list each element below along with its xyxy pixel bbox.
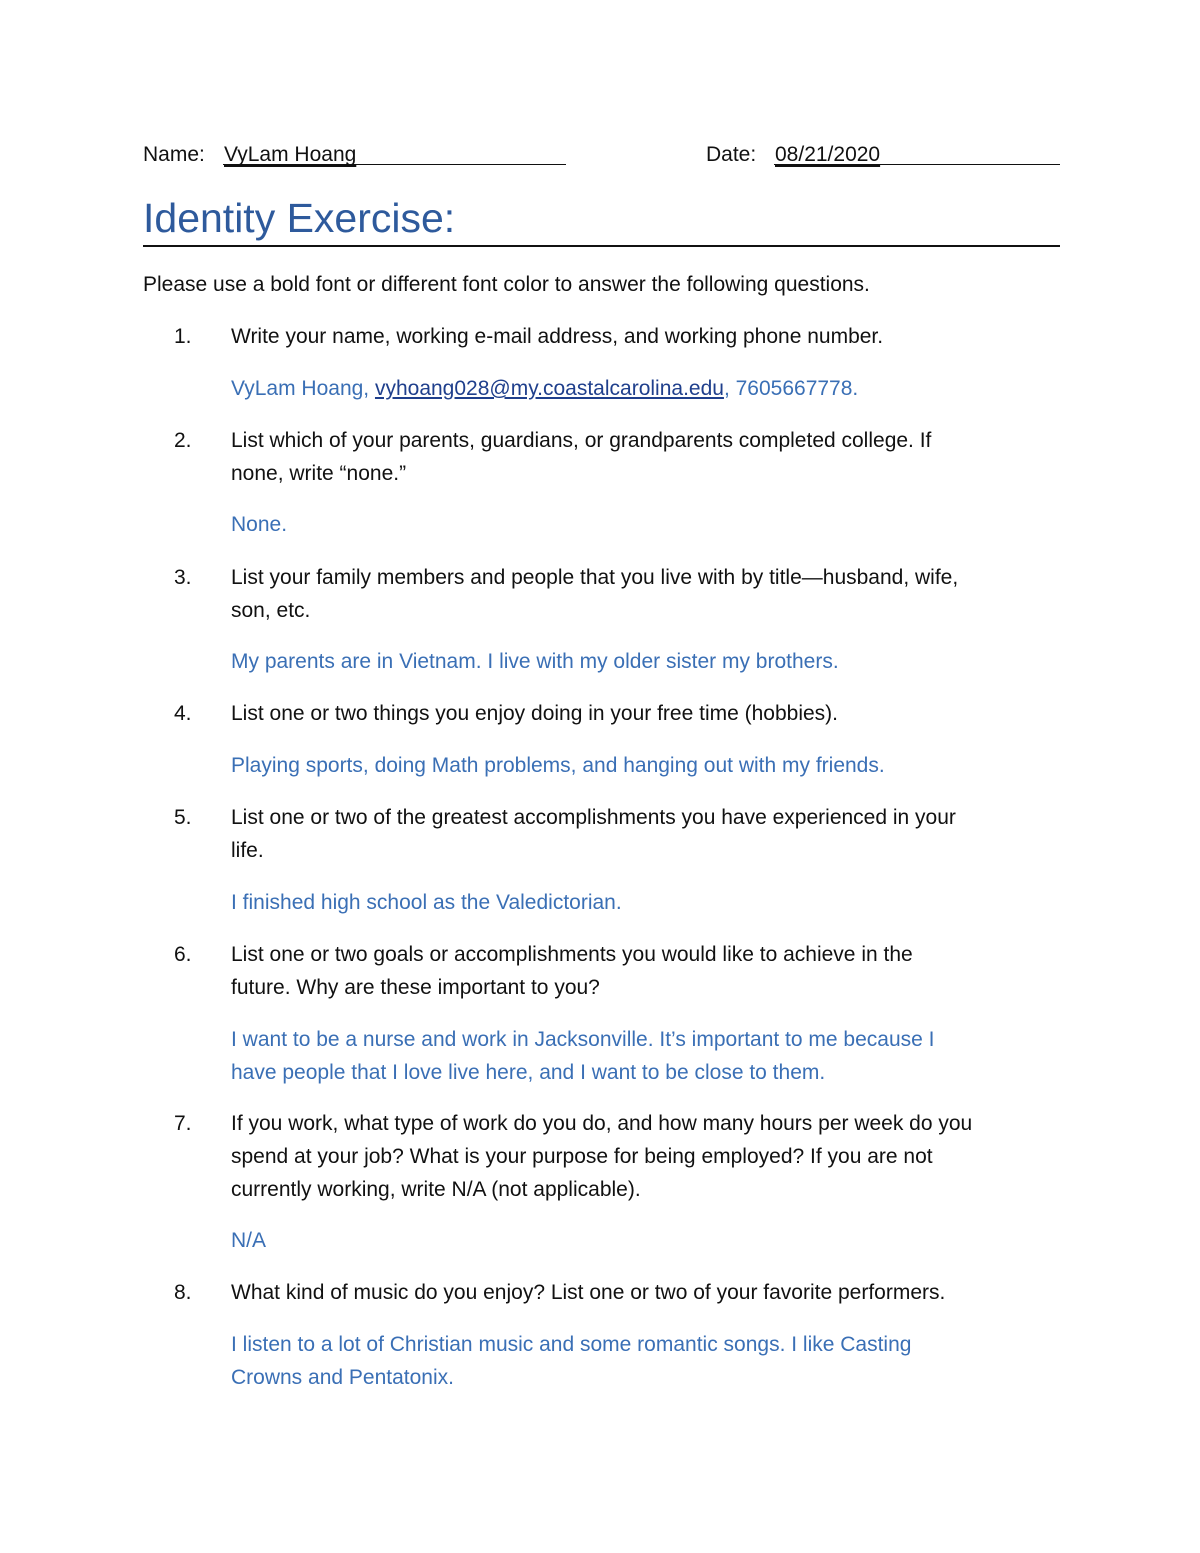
question-text bbox=[231, 1107, 1061, 1206]
name-value: VyLam Hoang bbox=[224, 143, 357, 166]
answer-text bbox=[231, 1328, 1061, 1394]
answer-text bbox=[231, 749, 1061, 782]
question-text bbox=[231, 320, 1061, 353]
question-line: future. Why are these important to you? bbox=[231, 976, 600, 999]
answer-text bbox=[231, 645, 1061, 678]
answer-line: I want to be a nurse and work in Jacksonville. It’s important to me because I bbox=[231, 1028, 935, 1051]
answer-line: I listen to a lot of Christian music and some romantic songs. I like Casting bbox=[231, 1333, 912, 1356]
answer-text bbox=[231, 1224, 1061, 1257]
page-title: Identity Exercise: bbox=[143, 191, 1060, 247]
answer-line: I finished high school as the Valedictorian. bbox=[231, 891, 622, 914]
question-line: life. bbox=[231, 839, 264, 862]
question-number: 6. bbox=[174, 943, 192, 966]
question-number: 5. bbox=[174, 806, 192, 829]
question-text bbox=[231, 424, 1061, 490]
date-field bbox=[774, 140, 1060, 165]
instructions-text: Please use a bold font or different font color to answer the following questions. bbox=[143, 273, 870, 296]
answer-line: N/A bbox=[231, 1229, 267, 1252]
date-value: 08/21/2020 bbox=[775, 143, 881, 166]
question-number: 4. bbox=[174, 702, 192, 725]
question-line: List which of your parents, guardians, or grandparents completed college. If bbox=[231, 429, 932, 452]
question-line: currently working, write N/A (not applicable). bbox=[231, 1178, 641, 1201]
answer-line: My parents are in Vietnam. I live with my older sister my brothers. bbox=[231, 650, 839, 673]
question-line: What kind of music do you enjoy? List one or two of your favorite performers. bbox=[231, 1281, 946, 1304]
question-text bbox=[231, 1276, 1061, 1309]
question-text bbox=[231, 938, 1061, 1004]
question-line: List one or two goals or accomplishments you would like to achieve in the bbox=[231, 943, 913, 966]
answer-part: , 7605667778. bbox=[723, 377, 859, 400]
question-line: none, write “none.” bbox=[231, 462, 407, 485]
question-line: List one or two of the greatest accomplishments you have experienced in your bbox=[231, 806, 956, 829]
question-line: Write your name, working e-mail address, and working phone number. bbox=[231, 325, 884, 348]
question-text bbox=[231, 801, 1061, 867]
question-number: 8. bbox=[174, 1281, 192, 1304]
question-text bbox=[231, 697, 1061, 730]
question-text bbox=[231, 561, 1061, 627]
question-line: List your family members and people that you live with by title—husband, wife, bbox=[231, 566, 959, 589]
answer-text bbox=[231, 372, 1061, 405]
answer-part: VyLam Hoang, bbox=[231, 377, 375, 400]
name-label: Name: bbox=[143, 143, 205, 166]
answer-text bbox=[231, 508, 1061, 541]
answer-line: None. bbox=[231, 513, 288, 536]
date-label: Date: bbox=[706, 143, 757, 166]
header-row bbox=[143, 140, 1060, 170]
question-number: 2. bbox=[174, 429, 192, 452]
question-number: 1. bbox=[174, 325, 192, 348]
question-number: 7. bbox=[174, 1112, 192, 1135]
answer-line: Playing sports, doing Math problems, and hanging out with my friends. bbox=[231, 754, 885, 777]
answer-line: have people that I love live here, and I want to be close to them. bbox=[231, 1061, 826, 1084]
question-line: If you work, what type of work do you do, and how many hours per week do you bbox=[231, 1112, 973, 1135]
question-line: son, etc. bbox=[231, 599, 311, 622]
question-line: List one or two things you enjoy doing in your free time (hobbies). bbox=[231, 702, 839, 725]
question-line: spend at your job? What is your purpose for being employed? If you are not bbox=[231, 1145, 933, 1168]
answer-text bbox=[231, 1023, 1061, 1089]
answer-text bbox=[231, 886, 1061, 919]
answer-line: Crowns and Pentatonix. bbox=[231, 1366, 454, 1389]
email-link[interactable]: vyhoang028@my.coastalcarolina.edu bbox=[374, 377, 724, 400]
name-field bbox=[223, 140, 566, 165]
question-number: 3. bbox=[174, 566, 192, 589]
